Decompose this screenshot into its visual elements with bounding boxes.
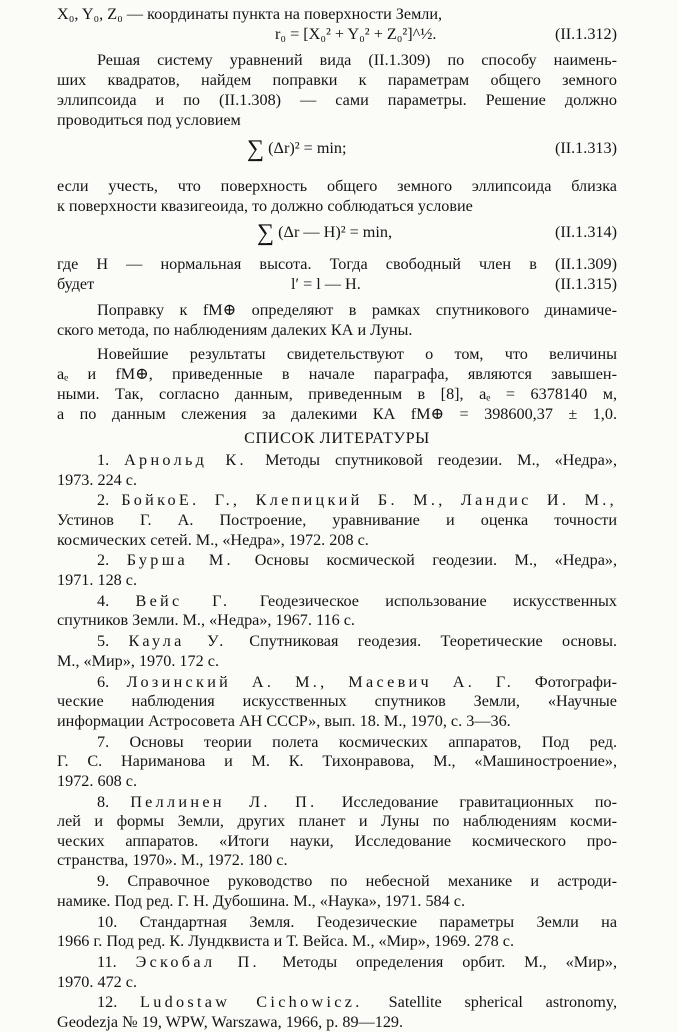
reference-author: БойкоЕ. Г., Клепицкий Б. М., Ландис И. М., <box>121 491 617 510</box>
paragraph-line: aₑ и fM⊕, приведенные в начале параграфа, являются завышен- <box>57 365 617 383</box>
reference-item <box>57 672 617 692</box>
sum-symbol: ∑ <box>247 136 265 162</box>
reference-author: Пеллинен Л. П. <box>130 792 342 811</box>
reference-number: 12. <box>97 993 140 1012</box>
equation-314 <box>57 222 617 246</box>
reference-text: 1970. 472 с. <box>57 972 138 991</box>
reference-text: Методы определения орбит. М., «Мир», <box>282 953 617 971</box>
reference-item <box>57 490 617 510</box>
reference-text: Основы теории полета космических аппаратов, Под ред. <box>129 732 617 751</box>
reference-text: Стандартная Земля. Геодезические параметры Земли на <box>139 912 617 931</box>
reference-text: 1966 г. Под ред. К. Лундквиста и Т. Вейса. М., «Мир», 1969. 278 с. <box>57 932 515 951</box>
reference-item <box>57 912 617 932</box>
equation-312 <box>57 24 617 48</box>
reference-number: 2. <box>97 551 127 570</box>
reference-text: Методы спутниковой геодезии. М., «Недра», <box>265 451 617 469</box>
coordinates-definition: X₀, Y₀, Z₀ — координаты пункта на поверхности Земли, <box>57 5 443 23</box>
reference-item <box>57 992 617 1012</box>
reference-text: Спутниковая геодезия. Теоретические основы. <box>249 632 617 651</box>
reference-author: Вейс Г. <box>135 591 260 610</box>
paragraph-line: будет <box>57 275 95 293</box>
paragraph-line: ными. Так, согласно данным, приведенным в [8], aₑ = 6378140 м, <box>57 385 617 403</box>
reference-text: Основы космической геодезии. М., «Недра», <box>254 551 617 570</box>
paragraph-line: ского метода, по наблюдениям далеких КА и Луны. <box>57 321 413 339</box>
reference-item <box>57 550 617 570</box>
reference-text: намике. Под ред. Г. Н. Дубошина. М., «Наука», 1971. 584 с. <box>57 891 466 910</box>
reference-author: Лозинский А. М., Масевич А. Г. <box>126 672 535 691</box>
paragraph-line: ших квадратов, найдем поправки к параметрам общего земного <box>57 71 617 89</box>
reference-item <box>57 591 617 611</box>
paragraph-line: проводиться под условием <box>57 111 241 129</box>
reference-author: Бурша М. <box>126 551 255 570</box>
reference-number: 5. <box>97 632 129 651</box>
reference-author: Эскобал П. <box>135 953 283 971</box>
equation-314-formula: (Δr — H)² = min, <box>278 223 393 241</box>
reference-text: странства, 1970». М., 1972. 180 с. <box>57 851 288 870</box>
equation-313-formula: (Δr)² = min; <box>268 139 347 157</box>
reference-item <box>57 871 617 891</box>
equation-313-number: (II.1.313) <box>554 139 617 157</box>
paragraph-line: где H — нормальная высота. Тогда свободный член в (II.1.309) <box>57 255 617 273</box>
reference-number: 4. <box>97 591 136 610</box>
paragraph-line: если учесть, что поверхность общего земного эллипсоида близка <box>57 177 617 195</box>
reference-number: 11. <box>97 953 136 971</box>
reference-item <box>57 792 617 812</box>
equation-312-number: (II.1.312) <box>554 25 617 43</box>
reference-item <box>57 732 617 752</box>
sum-symbol: ∑ <box>257 220 275 246</box>
paragraph-line: к поверхности квазигеоида, то должно соблюдаться условие <box>57 197 473 215</box>
reference-text: Справочное руководство по небесной механике и астроди- <box>127 872 617 891</box>
paragraph-line: Поправку к fM⊕ определяют в рамках спутникового динамиче- <box>97 301 617 319</box>
reference-number: 8. <box>97 792 131 811</box>
reference-text: Geodezja № 19, WPW, Warszawa, 1966, p. 89—129. <box>57 1013 404 1031</box>
reference-text: Satellite spherical astronomy, <box>388 993 617 1012</box>
reference-number: 2. <box>97 491 122 510</box>
equation-315-number: (II.1.315) <box>554 275 617 293</box>
paragraph-line: а по данным слежения за далекими КА fM⊕ = 398600,37 ± 1,0. <box>57 405 617 423</box>
equation-315-formula: l′ = l — H. <box>291 275 361 293</box>
equation-313 <box>57 138 617 162</box>
reference-text: Исследование гравитационных по- <box>341 792 617 811</box>
reference-number: 7. <box>97 732 130 751</box>
reference-text: лей и формы Земли, других планет и Луны по наблюдениям косми- <box>57 812 617 831</box>
equation-315 <box>57 274 617 298</box>
equation-314-number: (II.1.314) <box>554 223 617 241</box>
reference-text: 1972. 608 с. <box>57 771 138 790</box>
reference-text: космических сетей. М., «Недра», 1972. 208 с. <box>57 530 369 549</box>
reference-number: 6. <box>97 672 127 691</box>
reference-author: Ludostaw Cichowicz. <box>140 993 389 1012</box>
reference-number: 1. <box>97 451 125 469</box>
reference-author: Каула У. <box>128 632 250 651</box>
reference-text: спутников Земли. М., «Недра», 1967. 116 с. <box>57 611 355 630</box>
equation-312-formula: r₀ = [X₀² + Y₀² + Z₀²]^½. <box>275 25 437 43</box>
reference-text: Г. С. Нариманова и М. К. Тихонравова, М., «Машиностроение», <box>57 752 617 771</box>
reference-text: Устинов Г. А. Построение, уравнивание и оценка точности <box>57 511 617 529</box>
reference-text: Геодезическое использование искусственных <box>259 591 617 610</box>
paragraph-line: Новейшие результаты свидетельствуют о том, что величины <box>97 345 617 363</box>
reference-item <box>57 631 617 651</box>
paragraph-line: Решая систему уравнений вида (II.1.309) по способу наимень- <box>97 51 617 69</box>
reference-number: 10. <box>97 912 140 931</box>
reference-item <box>57 450 617 470</box>
reference-text: информации Астросовета АН СССР», вып. 18. М., 1970, с. 3—36. <box>57 711 511 730</box>
reference-text: Фотографи- <box>534 672 617 691</box>
reference-text: ческие наблюдения искусственных спутников Земли, «Научные <box>57 692 617 711</box>
reference-number: 9. <box>97 872 128 891</box>
reference-text: 1973. 224 с. <box>57 470 138 489</box>
references-title: СПИСОК ЛИТЕРАТУРЫ <box>244 429 430 447</box>
reference-item <box>57 952 617 972</box>
paragraph-line: эллипсоида и по (II.1.308) — сами параметры. Решение должно <box>57 91 617 109</box>
reference-author: Арнольд К. <box>124 451 266 469</box>
reference-text: ческих аппаратов. «Итоги науки, Исследование космического про- <box>57 831 617 850</box>
reference-text: М., «Мир», 1970. 172 с. <box>57 651 219 670</box>
reference-text: 1971. 128 с. <box>57 571 138 589</box>
